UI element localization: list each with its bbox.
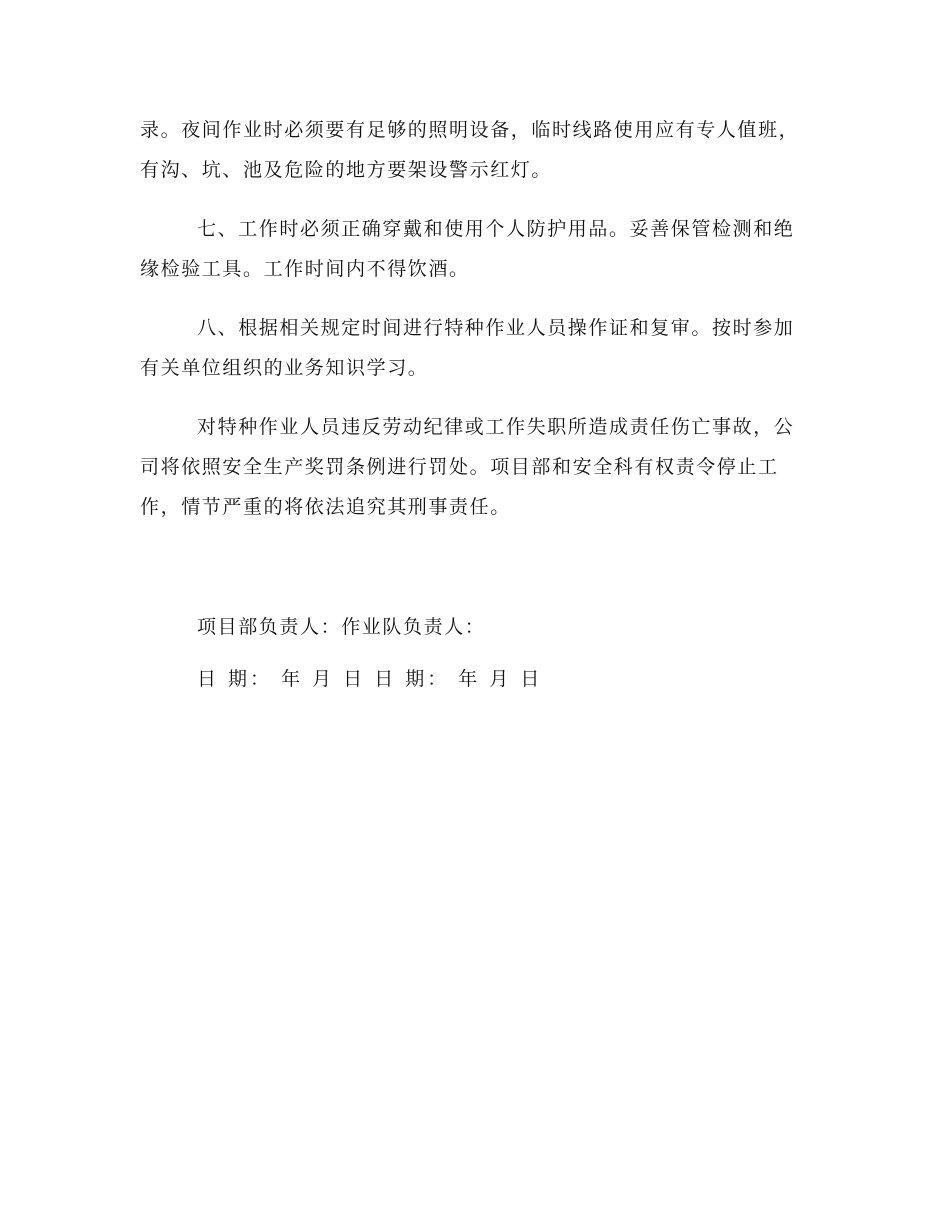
signature-date-line: 日 期： 年 月 日 日 期： 年 月 日 (197, 668, 543, 690)
paragraph-rule-eight: 八、根据相关规定时间进行特种作业人员操作证和复审。按时参加有关单位组织的业务知识学习。 (140, 317, 795, 379)
document-body (140, 110, 806, 546)
paragraph-rule-seven: 七、工作时必须正确穿戴和使用个人防护用品。妥善保管检测和绝缘检验工具。工作时间内不得饮酒。 (140, 218, 795, 280)
paragraph-night-work: 录。夜间作业时必须要有足够的照明设备，临时线路使用应有专人值班，有沟、坑、池及危险的地方要架设警示红灯。 (140, 119, 800, 181)
paragraph-penalty: 对特种作业人员违反劳动纪律或工作失职所造成责任伤亡事故，公司将依照安全生产奖罚条例进行罚处。项目部和安全科有权责令停止工作，情节严重的将依法追究其刑事责任。 (140, 416, 795, 518)
signature-responsible-line: 项目部负责人：作业队负责人： (197, 616, 486, 638)
